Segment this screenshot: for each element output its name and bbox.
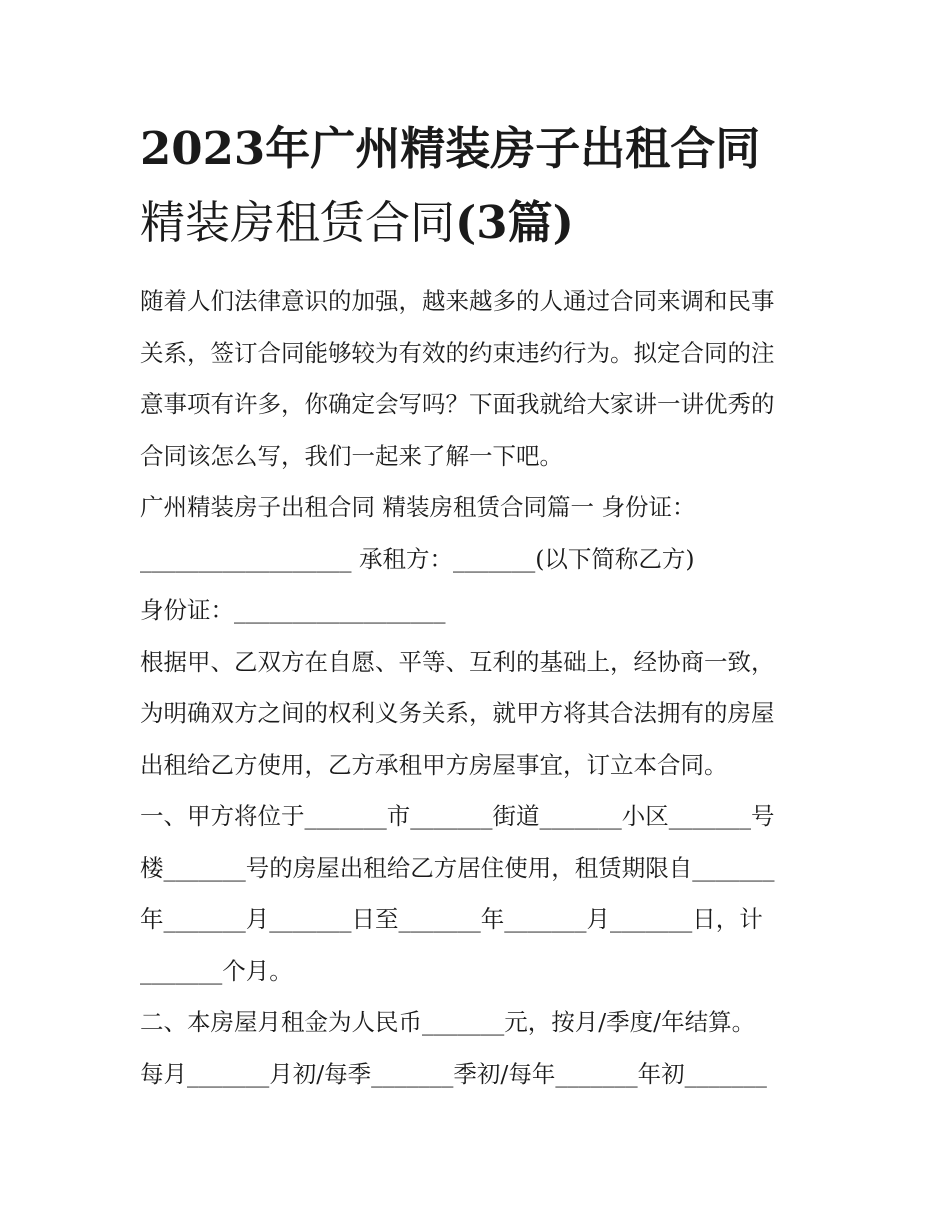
party-b-line: __________________ 承租方：_______(以下简称乙方) (140, 544, 695, 573)
intro-line-1: 随着人们法律意识的加强，越来越多的人通过合同来调和民事 (140, 287, 775, 315)
clause-2-line-2: 每月_______月初/每季_______季初/每年_______年初_______ (140, 1059, 767, 1088)
contract-heading-paragraph (140, 482, 820, 637)
contract-heading-line: 广州精装房子出租合同 精装房租赁合同篇一 身份证： (140, 493, 696, 521)
preamble-line-3: 出租给乙方使用，乙方承租甲方房屋事宜，订立本合同。 (140, 750, 728, 779)
preamble-line-2: 为明确双方之间的权利义务关系，就甲方将其合法拥有的房屋 (140, 699, 775, 727)
clause-1-paragraph (140, 791, 820, 997)
document-page (140, 112, 820, 1100)
clause-1-line-3: 年_______月_______日至_______年_______月_______日，计 (140, 905, 763, 933)
title-line-2-suffix: (3篇) (455, 196, 574, 249)
intro-line-3: 意事项有许多，你确定会写吗？下面我就给大家讲一讲优秀的 (140, 390, 775, 418)
clause-1-line-4: _______个月。 (140, 956, 293, 985)
preamble-line-1: 根据甲、乙双方在自愿、平等、互利的基础上，经协商一致， (140, 647, 775, 676)
intro-line-4: 合同该怎么写，我们一起来了解一下吧。 (140, 441, 563, 470)
clause-2-paragraph (140, 997, 820, 1100)
clause-1-line-1: 一、甲方将位于_______市_______街道_______小区_______号 (140, 802, 775, 830)
preamble-paragraph (140, 637, 820, 792)
id-line: 身份证：__________________ (140, 596, 446, 624)
intro-paragraph (140, 276, 820, 482)
title-line-2-prefix: 精装房租赁合同 (140, 196, 456, 249)
document-title (140, 112, 820, 260)
title-line-2 (140, 186, 820, 260)
clause-1-line-2: 楼_______号的房屋出租给乙方居住使用，租赁期限自_______ (140, 853, 775, 882)
title-line-1: 2023年广州精装房子出租合同 (140, 122, 761, 175)
clause-2-line-1: 二、本房屋月租金为人民币_______元，按月/季度/年结算。 (140, 1008, 756, 1036)
intro-line-2: 关系，签订合同能够较为有效的约束违约行为。拟定合同的注 (140, 338, 775, 367)
